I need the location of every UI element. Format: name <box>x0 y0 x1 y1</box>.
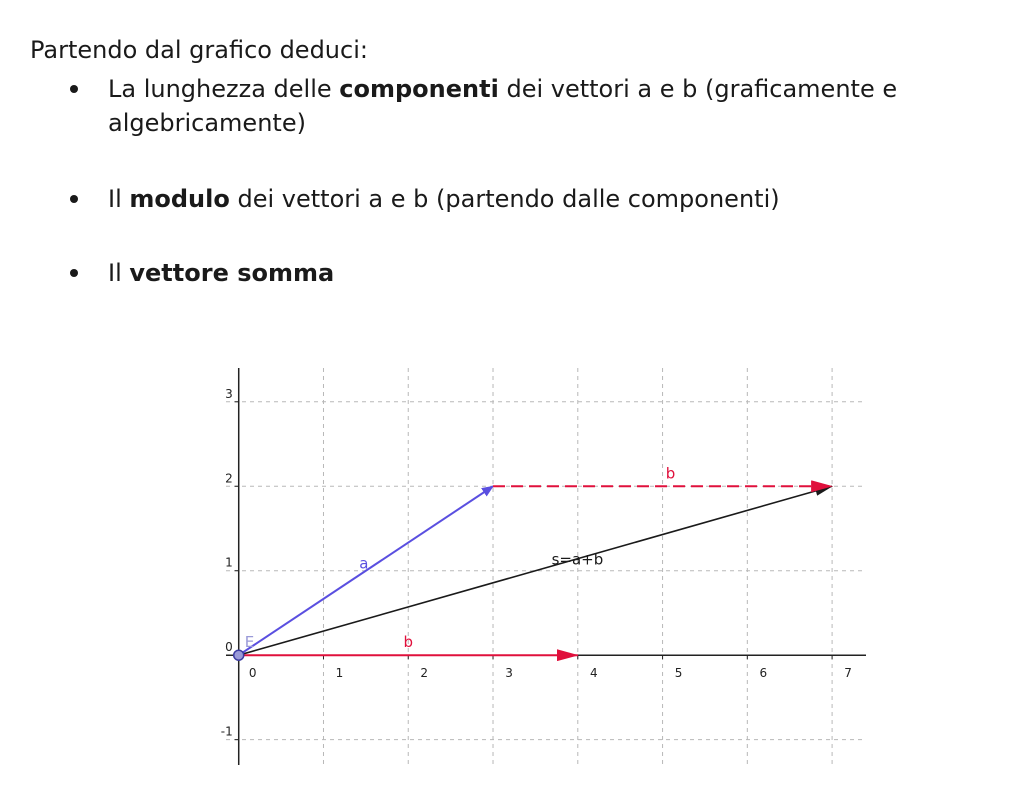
vector-b-translated-label: b <box>665 464 676 483</box>
origin-label: E <box>244 633 255 652</box>
y-tick-label: 2 <box>225 471 233 486</box>
grid-lines <box>226 368 866 765</box>
bullet-text: La lunghezza delle componenti dei vettori a e b (graficamente e algebricamente) <box>108 75 898 137</box>
bullet-text: Il modulo dei vettori a e b (partendo dalle componenti) <box>108 185 780 213</box>
x-tick-label: 3 <box>505 666 513 681</box>
y-tick-label: 0 <box>225 640 233 655</box>
vector-b-label: b <box>403 633 414 652</box>
y-tick-label: -1 <box>220 724 233 739</box>
x-tick-label: 2 <box>420 666 429 681</box>
y-tick-label: 3 <box>225 386 233 401</box>
axes <box>226 368 866 765</box>
vectors <box>239 464 832 655</box>
vector-a-label: a <box>359 554 369 573</box>
sum-vector-label: s=a+b <box>551 550 604 569</box>
x-tick-label: 4 <box>589 666 598 681</box>
sum-vector-line <box>239 486 832 655</box>
x-tick-label: 7 <box>844 666 852 681</box>
origin-point <box>234 650 244 660</box>
y-tick-label: 1 <box>225 555 233 570</box>
x-tick-label: 1 <box>335 666 344 681</box>
bullet-text: Il vettore somma <box>108 259 335 287</box>
intro-text: Partendo dal grafico deduci: <box>30 36 368 64</box>
tick-labels <box>221 387 852 740</box>
x-tick-label: 6 <box>759 666 768 681</box>
x-tick-label: 0 <box>248 666 257 681</box>
x-tick-label: 5 <box>674 666 683 681</box>
